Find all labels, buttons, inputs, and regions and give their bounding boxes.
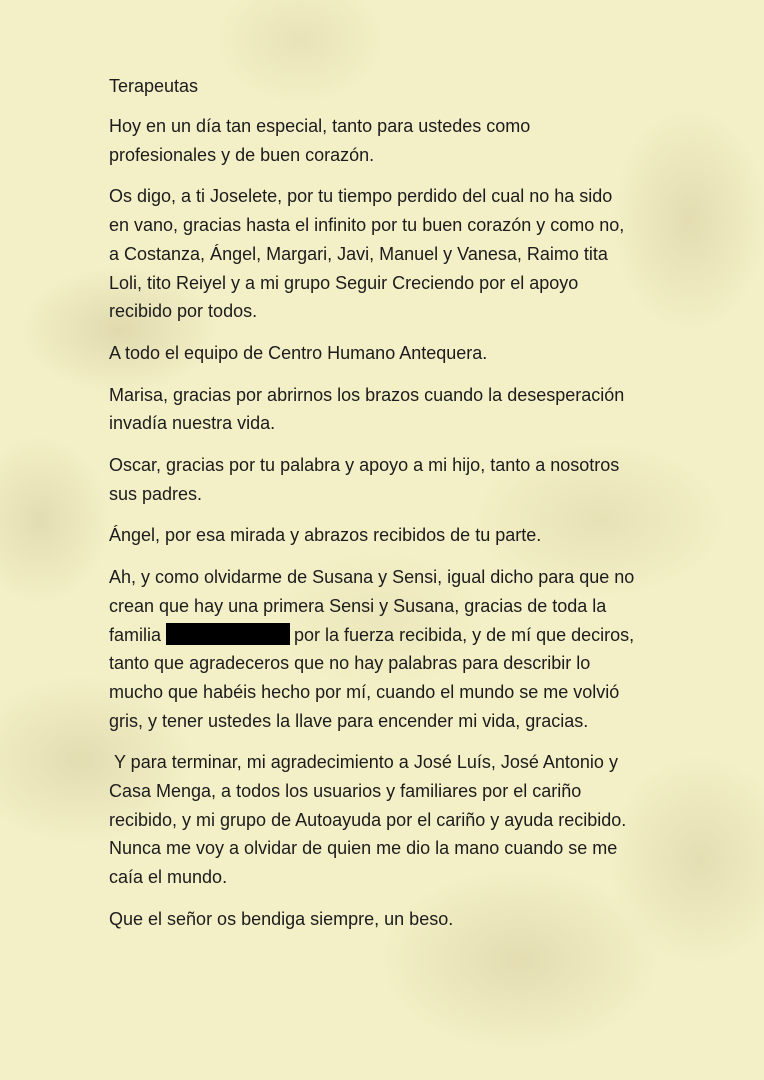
letter-page — [109, 72, 669, 947]
text-line: crean que hay una primera Sensi y Susana, gracias de toda la — [109, 595, 607, 616]
text-line: profesionales y de buen corazón. — [109, 144, 375, 165]
letter-paragraph — [109, 451, 669, 508]
redacted-text-line — [109, 621, 669, 650]
text-line: a Costanza, Ángel, Margari, Javi, Manuel y Vanesa, Raimo tita — [109, 243, 608, 264]
letter-paragraph — [109, 521, 669, 550]
text-line: Nunca me voy a olvidar de quien me dio la mano cuando se me — [109, 838, 618, 859]
text-line: Y para terminar, mi agradecimiento a José Luís, José Antonio y — [114, 752, 618, 773]
letter-paragraph — [109, 381, 669, 438]
text-line: Loli, tito Reiyel y a mi grupo Seguir Creciendo por el apoyo — [109, 272, 579, 293]
letter-paragraph — [109, 339, 669, 368]
letter-paragraph — [109, 563, 669, 735]
text-line: invadía nuestra vida. — [109, 413, 276, 434]
text-line: recibido, y mi grupo de Autoayuda por el cariño y ayuda recibido. — [109, 809, 627, 830]
text-line: Ángel, por esa mirada y abrazos recibidos de tu parte. — [109, 525, 542, 546]
text-line: tanto que agradeceros que no hay palabras para describir lo — [109, 653, 591, 674]
text-line: Oscar, gracias por tu palabra y apoyo a mi hijo, tanto a nosotros — [109, 455, 620, 476]
text-line: Que el señor os bendiga siempre, un beso. — [109, 908, 454, 929]
letter-paragraph — [109, 182, 669, 326]
text-line: en vano, gracias hasta el infinito por tu buen corazón y como no, — [109, 215, 625, 236]
text-line: Marisa, gracias por abrirnos los brazos cuando la desesperación — [109, 384, 625, 405]
text-line: sus padres. — [109, 483, 203, 504]
text-line: caía el mundo. — [109, 867, 228, 888]
text-line: mucho que habéis hecho por mí, cuando el mundo se me volvió — [109, 681, 620, 702]
letter-paragraph — [109, 905, 669, 934]
text-line: Os digo, a ti Joselete, por tu tiempo perdido del cual no ha sido — [109, 186, 613, 207]
redaction-bar — [166, 623, 290, 645]
text-line: Hoy en un día tan especial, tanto para ustedes como — [109, 116, 531, 136]
letter-paragraph — [109, 112, 669, 169]
text-line: Casa Menga, a todos los usuarios y familiares por el cariño — [109, 781, 582, 802]
text-fragment: familia — [109, 624, 162, 645]
letter-paragraph — [109, 748, 669, 892]
text-line: Ah, y como olvidarme de Susana y Sensi, igual dicho para que no — [109, 567, 635, 588]
text-fragment: por la fuerza recibida, y de mí que deciros, — [294, 624, 635, 645]
letter-greeting: Terapeutas — [109, 76, 199, 96]
text-line: A todo el equipo de Centro Humano Antequera. — [109, 342, 488, 363]
text-line: gris, y tener ustedes la llave para encender mi vida, gracias. — [109, 710, 589, 731]
text-line: recibido por todos. — [109, 301, 258, 322]
